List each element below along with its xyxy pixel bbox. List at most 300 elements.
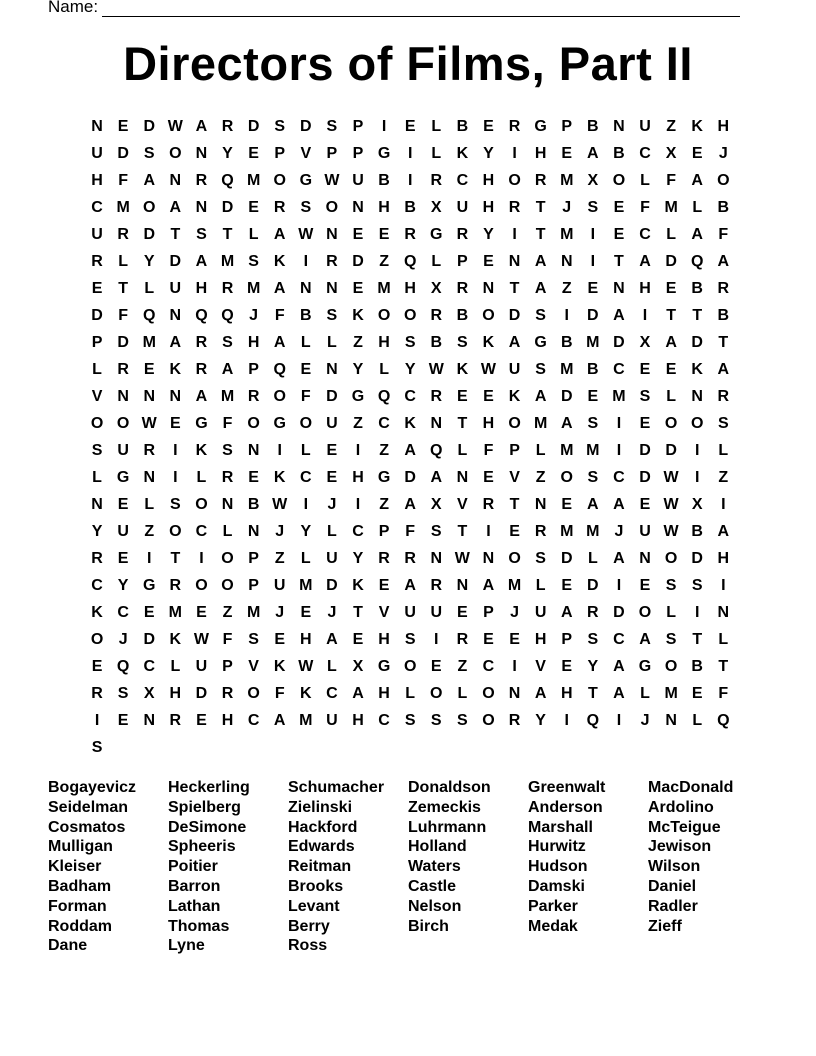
grid-letter: A <box>613 658 625 675</box>
grid-letter: F <box>300 388 311 405</box>
grid-letter: L <box>718 442 729 459</box>
grid-letter: J <box>640 712 650 729</box>
grid-letter: Z <box>144 523 155 540</box>
grid-letter: D <box>326 577 338 594</box>
grid-letter: W <box>298 226 314 243</box>
grid-letter: G <box>377 658 391 675</box>
grid-letter: V <box>248 658 259 675</box>
grid-letter: Y <box>483 226 494 243</box>
grid-letter: S <box>535 361 546 378</box>
grid-letter: W <box>663 469 679 486</box>
grid-letter: N <box>613 118 625 135</box>
grid-letter: S <box>665 631 677 648</box>
grid-letter: D <box>665 442 677 459</box>
grid-letter: N <box>691 388 703 405</box>
grid-letter: A <box>273 280 286 297</box>
grid-letter: H <box>482 172 495 189</box>
grid-letter: N <box>247 523 260 540</box>
word-list-item: Hurwitz <box>528 838 586 856</box>
grid-letter: L <box>640 172 650 189</box>
grid-letter: S <box>587 415 599 432</box>
grid-letter: M <box>586 334 600 351</box>
grid-letter: X <box>430 280 442 297</box>
grid-letter: A <box>665 334 677 351</box>
grid-letter: I <box>512 226 517 243</box>
grid-letter: R <box>221 469 234 486</box>
grid-letter: R <box>430 307 443 324</box>
grid-letter: R <box>482 496 495 513</box>
word-list-item: MacDonald <box>648 779 734 796</box>
grid-letter: K <box>300 685 312 702</box>
grid-letter: B <box>587 361 599 378</box>
grid-letter: E <box>665 361 677 378</box>
grid-letter: X <box>587 172 599 189</box>
grid-letter: O <box>508 550 521 567</box>
grid-letter: E <box>378 577 390 594</box>
grid-letter: I <box>564 712 569 729</box>
grid-letter: R <box>195 172 208 189</box>
grid-letter: S <box>430 523 442 540</box>
grid-letter: A <box>352 685 364 702</box>
grid-letter: H <box>482 415 495 432</box>
grid-letter: O <box>143 199 156 216</box>
grid-letter: E <box>561 145 573 162</box>
grid-letter: M <box>664 685 678 702</box>
grid-letter: L <box>118 253 129 270</box>
grid-letter: A <box>326 631 338 648</box>
grid-letter: E <box>613 226 625 243</box>
grid-letter: D <box>560 550 573 567</box>
grid-letter: M <box>560 442 574 459</box>
grid-letter: L <box>431 118 442 135</box>
word-list-item: Zemeckis <box>408 798 481 816</box>
grid-letter: O <box>90 631 104 648</box>
grid-letter: N <box>143 388 156 405</box>
grid-letter: R <box>221 280 234 297</box>
grid-letter: S <box>196 226 207 243</box>
grid-letter: Z <box>457 658 468 675</box>
word-list-item: Bogayevicz <box>48 779 137 796</box>
grid-letter: A <box>717 361 730 378</box>
grid-letter: Z <box>379 253 389 270</box>
grid-letter: N <box>482 280 495 297</box>
grid-letter: L <box>327 334 337 351</box>
grid-letter: C <box>91 199 103 216</box>
grid-letter: S <box>691 577 703 594</box>
grid-letter: E <box>457 388 468 405</box>
grid-letter: B <box>717 307 730 324</box>
grid-letter: V <box>457 496 468 513</box>
word-list-item: Schumacher <box>288 779 385 796</box>
word-list-item: Levant <box>288 897 340 915</box>
grid-letter: K <box>273 253 286 270</box>
word-list-item: Cosmatos <box>48 818 126 836</box>
grid-letter: D <box>143 631 156 648</box>
grid-letter: A <box>534 253 547 270</box>
grid-letter: G <box>273 415 286 432</box>
grid-letter: N <box>143 469 156 486</box>
grid-letter: J <box>327 604 337 621</box>
grid-letter: O <box>195 496 208 513</box>
grid-letter: S <box>222 442 233 459</box>
grid-letter: E <box>639 577 651 594</box>
grid-letter: E <box>561 496 573 513</box>
grid-letter: W <box>298 658 314 675</box>
grid-letter: T <box>118 280 129 297</box>
word-list-item: Forman <box>48 897 107 915</box>
grid-letter: Z <box>379 442 389 459</box>
grid-letter: I <box>147 550 152 567</box>
grid-letter: S <box>430 712 442 729</box>
grid-letter: T <box>170 226 181 243</box>
grid-letter: W <box>454 550 470 567</box>
grid-letter: E <box>300 604 312 621</box>
grid-letter: H <box>91 172 103 189</box>
grid-letter: S <box>326 307 338 324</box>
grid-letter: B <box>587 118 599 135</box>
grid-letter: L <box>431 145 442 162</box>
grid-letter: E <box>613 199 625 216</box>
grid-letter: L <box>222 523 233 540</box>
grid-letter: N <box>169 172 182 189</box>
word-list-item: Zielinski <box>288 798 353 816</box>
word-list-item: Zieff <box>648 917 682 935</box>
grid-letter: A <box>639 253 651 270</box>
grid-letter: Q <box>717 712 730 729</box>
grid-letter: D <box>665 253 677 270</box>
grid-letter: S <box>717 415 729 432</box>
grid-letter: I <box>721 496 726 513</box>
grid-letter: Q <box>195 307 208 324</box>
word-search-grid <box>84 113 736 761</box>
grid-letter: C <box>639 226 651 243</box>
grid-letter: I <box>173 469 178 486</box>
grid-letter: T <box>535 199 546 216</box>
grid-letter: C <box>117 604 129 621</box>
grid-letter: U <box>534 604 547 621</box>
grid-letter: M <box>116 199 130 216</box>
word-list-item: Anderson <box>528 798 603 816</box>
grid-letter: O <box>482 307 495 324</box>
grid-letter: T <box>614 253 624 270</box>
grid-letter: H <box>169 685 182 702</box>
grid-letter: V <box>535 658 546 675</box>
grid-letter: Y <box>352 550 364 567</box>
grid-letter: E <box>561 658 573 675</box>
grid-letter: S <box>248 631 259 648</box>
grid-letter: H <box>404 280 416 297</box>
grid-letter: E <box>404 118 416 135</box>
grid-letter: H <box>534 631 547 648</box>
grid-letter: C <box>91 577 103 594</box>
grid-letter: A <box>560 415 573 432</box>
grid-letter: V <box>300 145 312 162</box>
grid-letter: L <box>587 550 598 567</box>
grid-letter: Y <box>483 145 494 162</box>
grid-letter: G <box>116 469 130 486</box>
grid-letter: T <box>509 496 520 513</box>
grid-letter: I <box>277 442 282 459</box>
word-list-item: Spheeris <box>168 838 236 856</box>
grid-letter: B <box>404 199 416 216</box>
grid-letter: N <box>665 712 677 729</box>
grid-letter: R <box>221 685 234 702</box>
word-list-item: Brooks <box>288 877 344 895</box>
word-list-item: Spielberg <box>168 798 241 816</box>
grid-letter: F <box>483 442 494 459</box>
grid-letter: K <box>273 658 286 675</box>
grid-letter: Q <box>586 712 600 729</box>
grid-letter: T <box>509 280 520 297</box>
grid-letter: A <box>430 469 443 486</box>
grid-letter: O <box>403 658 417 675</box>
grid-letter: D <box>587 307 599 324</box>
grid-letter: G <box>195 415 208 432</box>
grid-letter: S <box>665 577 677 594</box>
grid-letter: Y <box>535 712 546 729</box>
grid-letter: H <box>639 280 651 297</box>
grid-letter: M <box>142 334 156 351</box>
word-list-item: Marshall <box>528 818 593 836</box>
grid-letter: B <box>247 496 260 513</box>
grid-letter: H <box>717 550 730 567</box>
grid-letter: R <box>91 550 103 567</box>
grid-letter: K <box>169 361 182 378</box>
grid-letter: O <box>273 172 286 189</box>
grid-letter: A <box>613 496 625 513</box>
grid-letter: Z <box>666 118 676 135</box>
grid-letter: T <box>692 631 703 648</box>
grid-letter: C <box>613 631 625 648</box>
grid-letter: C <box>352 523 364 540</box>
grid-letter: I <box>616 442 622 459</box>
grid-letter: P <box>561 118 573 135</box>
grid-letter: R <box>169 577 182 594</box>
grid-letter: E <box>326 469 338 486</box>
grid-letter: F <box>118 172 129 189</box>
grid-letter: S <box>535 307 546 324</box>
grid-letter: X <box>143 685 155 702</box>
grid-letter: O <box>664 658 678 675</box>
grid-letter: M <box>299 712 313 729</box>
grid-letter: L <box>379 361 389 378</box>
grid-letter: N <box>195 145 208 162</box>
grid-letter: O <box>221 577 234 594</box>
grid-letter: S <box>587 469 599 486</box>
grid-letter: E <box>196 604 207 621</box>
grid-letter: Q <box>116 658 130 675</box>
word-list-item: Daniel <box>648 877 697 895</box>
grid-letter: D <box>169 253 182 270</box>
grid-letter: I <box>590 253 596 270</box>
grid-letter: O <box>403 307 417 324</box>
grid-letter: O <box>690 415 704 432</box>
word-list-item: Kleiser <box>48 858 102 876</box>
word-list-item: Wilson <box>648 858 701 876</box>
grid-letter: Q <box>221 307 234 324</box>
grid-letter: R <box>508 712 521 729</box>
grid-letter: H <box>352 469 364 486</box>
grid-letter: F <box>666 172 676 189</box>
grid-letter: J <box>327 496 337 513</box>
grid-letter: L <box>666 388 676 405</box>
word-list-item: Thomas <box>168 917 230 935</box>
grid-letter: D <box>247 118 260 135</box>
grid-letter: A <box>717 253 730 270</box>
word-list-item: Jewison <box>648 838 712 856</box>
grid-letter: A <box>273 226 286 243</box>
grid-letter: A <box>404 577 416 594</box>
grid-letter: N <box>482 550 495 567</box>
grid-letter: E <box>483 388 494 405</box>
grid-letter: N <box>326 280 338 297</box>
grid-letter: A <box>273 334 286 351</box>
grid-letter: P <box>274 145 286 162</box>
grid-letter: F <box>118 307 129 324</box>
grid-letter: M <box>586 442 600 459</box>
grid-letter: K <box>352 307 364 324</box>
word-list-item: Waters <box>408 858 461 876</box>
grid-letter: U <box>326 550 338 567</box>
grid-letter: I <box>407 172 413 189</box>
grid-letter: H <box>378 199 390 216</box>
grid-letter: A <box>560 604 573 621</box>
grid-letter: B <box>378 172 390 189</box>
grid-letter: H <box>534 145 547 162</box>
grid-letter: A <box>587 145 599 162</box>
page-title: Directors of Films, Part II <box>123 37 693 90</box>
word-list-item: McTeigue <box>648 818 721 836</box>
grid-letter: B <box>691 523 703 540</box>
grid-letter: L <box>170 658 181 675</box>
grid-letter: H <box>560 685 573 702</box>
grid-letter: A <box>639 631 651 648</box>
grid-letter: L <box>92 361 102 378</box>
grid-letter: S <box>404 631 416 648</box>
grid-letter: R <box>430 577 443 594</box>
grid-letter: A <box>273 712 286 729</box>
grid-letter: Q <box>403 253 417 270</box>
grid-letter: K <box>352 577 364 594</box>
word-list-item: Hudson <box>528 858 588 876</box>
word-list-item: Heckerling <box>168 779 250 796</box>
word-list-item: Seidelman <box>48 798 129 816</box>
grid-letter: K <box>691 118 703 135</box>
grid-letter: S <box>169 496 181 513</box>
grid-letter: I <box>616 712 622 729</box>
grid-letter: T <box>222 226 233 243</box>
grid-letter: C <box>143 658 156 675</box>
grid-letter: W <box>167 118 183 135</box>
grid-letter: A <box>534 388 547 405</box>
grid-letter: A <box>717 523 730 540</box>
grid-letter: P <box>352 118 364 135</box>
grid-letter: Q <box>221 172 234 189</box>
grid-letter: M <box>560 523 574 540</box>
grid-letter: Z <box>274 550 285 567</box>
grid-letter: E <box>91 658 103 675</box>
grid-letter: P <box>248 550 259 567</box>
grid-letter: H <box>352 712 364 729</box>
grid-letter: O <box>169 145 182 162</box>
grid-letter: P <box>326 145 338 162</box>
grid-letter: C <box>456 172 469 189</box>
grid-letter: D <box>143 118 156 135</box>
grid-letter: E <box>430 658 442 675</box>
grid-letter: I <box>694 469 700 486</box>
grid-letter: P <box>91 334 103 351</box>
grid-letter: S <box>222 334 233 351</box>
grid-letter: Y <box>143 253 155 270</box>
grid-letter: A <box>195 253 208 270</box>
name-label: Name: <box>48 0 99 16</box>
grid-letter: C <box>613 469 625 486</box>
grid-letter: F <box>222 631 233 648</box>
grid-letter: M <box>612 388 626 405</box>
grid-letter: E <box>483 469 494 486</box>
grid-letter: Q <box>143 307 156 324</box>
grid-letter: M <box>377 280 391 297</box>
grid-letter: A <box>221 361 234 378</box>
grid-letter: L <box>692 199 703 216</box>
grid-letter: Z <box>535 469 546 486</box>
grid-letter: S <box>91 442 103 459</box>
grid-letter: O <box>664 415 678 432</box>
grid-letter: X <box>352 658 364 675</box>
grid-letter: M <box>246 172 261 189</box>
grid-letter: R <box>717 280 730 297</box>
grid-letter: N <box>430 550 443 567</box>
grid-letter: R <box>169 712 182 729</box>
grid-letter: N <box>195 199 208 216</box>
word-list-item: Donaldson <box>408 779 491 796</box>
grid-letter: R <box>508 199 521 216</box>
grid-letter: H <box>717 118 730 135</box>
grid-letter: L <box>535 442 546 459</box>
word-list-item: Roddam <box>48 917 112 935</box>
grid-letter: S <box>457 334 468 351</box>
grid-letter: L <box>405 685 416 702</box>
grid-letter: G <box>430 226 443 243</box>
grid-letter: S <box>91 739 103 756</box>
grid-letter: S <box>457 712 468 729</box>
grid-letter: I <box>407 145 413 162</box>
grid-letter: R <box>91 685 103 702</box>
grid-letter: O <box>247 685 260 702</box>
grid-letter: U <box>117 442 129 459</box>
grid-letter: G <box>534 118 547 135</box>
grid-letter: W <box>141 415 157 432</box>
grid-letter: E <box>639 361 651 378</box>
grid-letter: L <box>92 469 102 486</box>
grid-letter: O <box>612 172 626 189</box>
grid-letter: G <box>299 172 313 189</box>
grid-letter: D <box>613 334 625 351</box>
grid-letter: O <box>169 523 182 540</box>
grid-letter: D <box>326 388 338 405</box>
grid-letter: F <box>274 685 285 702</box>
grid-letter: K <box>273 469 286 486</box>
grid-letter: S <box>248 253 259 270</box>
grid-letter: I <box>642 307 648 324</box>
grid-letter: L <box>535 577 546 594</box>
grid-letter: K <box>456 361 469 378</box>
grid-letter: R <box>717 388 730 405</box>
grid-letter: N <box>456 577 469 594</box>
grid-letter: J <box>614 523 624 540</box>
grid-letter: N <box>169 307 182 324</box>
grid-letter: R <box>117 226 129 243</box>
